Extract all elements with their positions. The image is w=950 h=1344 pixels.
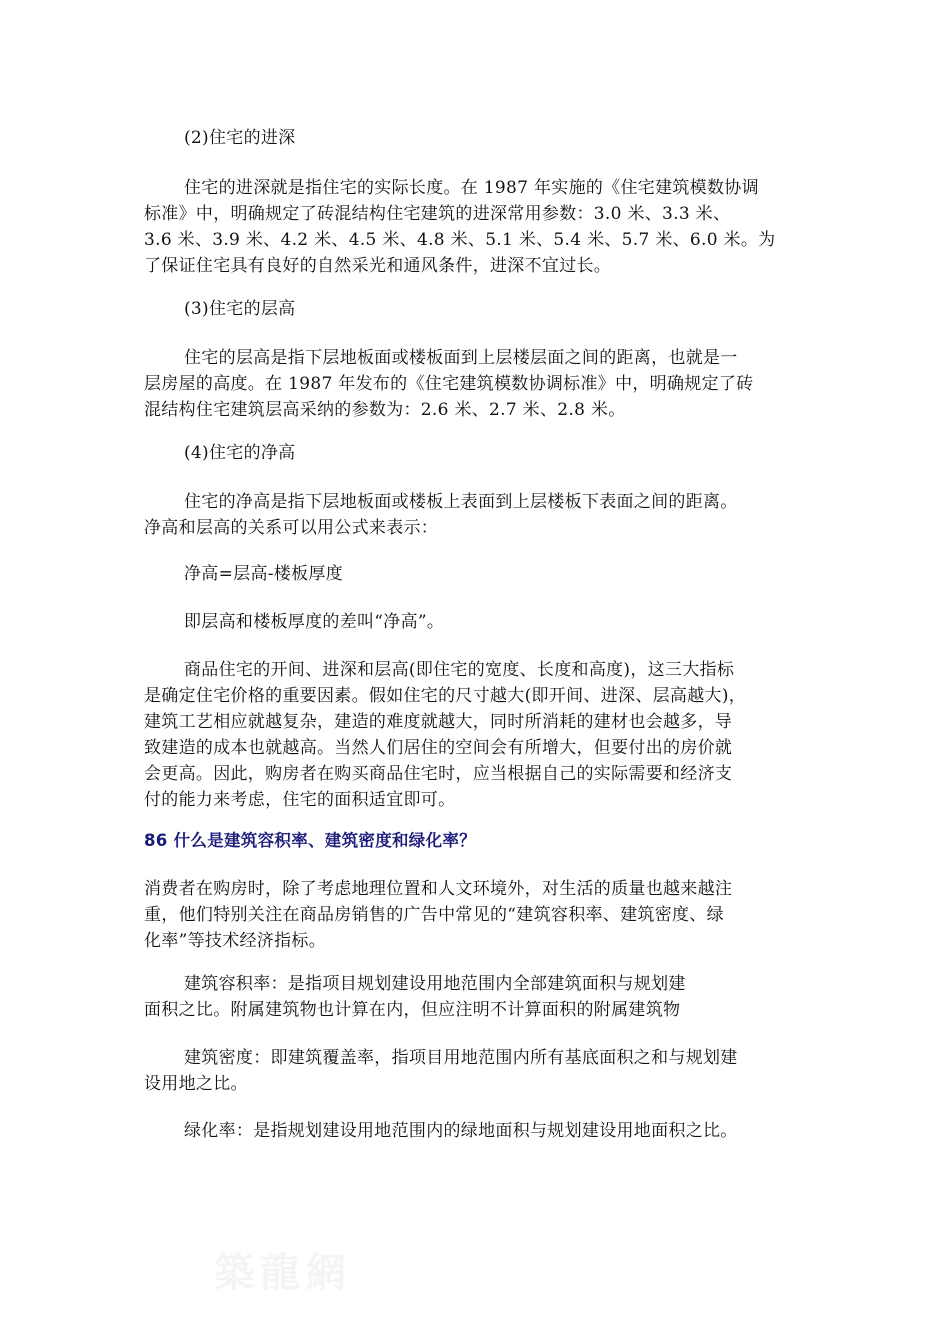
far-paragraph-line: 建筑容积率：是指项目规划建设用地范围内全部建筑面积与规划建 bbox=[184, 974, 686, 994]
summary-paragraph-line: 付的能力来考虑，住宅的面积适宜即可。 bbox=[144, 790, 456, 810]
formula: 净高=层高-楼板厚度 bbox=[184, 564, 343, 584]
difference-note: 即层高和楼板厚度的差叫“净高”。 bbox=[184, 612, 445, 632]
summary-paragraph-line: 商品住宅的开间、进深和层高(即住宅的宽度、长度和高度)，这三大指标 bbox=[184, 660, 735, 680]
depth-paragraph-line: 住宅的进深就是指住宅的实际长度。在 1987 年实施的《住宅建筑模数协调 bbox=[184, 178, 759, 198]
summary-paragraph-line: 会更高。因此，购房者在购买商品住宅时，应当根据自己的实际需要和经济支 bbox=[144, 764, 733, 784]
intro-paragraph-line: 消费者在购房时，除了考虑地理位置和人文环境外，对生活的质量也越来越注 bbox=[144, 879, 733, 899]
clear-height-heading: (4)住宅的净高 bbox=[184, 443, 296, 463]
far-paragraph-line: 面积之比。附属建筑物也计算在内，但应注明不计算面积的附属建筑物 bbox=[144, 1000, 681, 1020]
clear-paragraph-line: 住宅的净高是指下层地板面或楼板上表面到上层楼板下表面之间的距离。 bbox=[184, 492, 738, 512]
height-paragraph-line: 混结构住宅建筑层高采纳的参数为：2.6 米、2.7 米、2.8 米。 bbox=[144, 400, 626, 420]
depth-paragraph-line: 3.6 米、3.9 米、4.2 米、4.5 米、4.8 米、5.1 米、5.4 米、5.7 米、6.0 米。为 bbox=[144, 230, 776, 250]
question-heading: 86 什么是建筑容积率、建筑密度和绿化率？ bbox=[144, 831, 477, 850]
height-heading: (3)住宅的层高 bbox=[184, 299, 296, 319]
intro-paragraph-line: 化率”等技术经济指标。 bbox=[144, 931, 326, 951]
summary-paragraph-line: 是确定住宅价格的重要因素。假如住宅的尺寸越大(即开间、进深、层高越大)， bbox=[144, 686, 747, 706]
intro-paragraph-line: 重，他们特别关注在商品房销售的广告中常见的“建筑容积率、建筑密度、绿 bbox=[144, 905, 724, 925]
watermark-logo: 築龍網 bbox=[214, 1249, 352, 1296]
depth-paragraph-line: 标准》中，明确规定了砖混结构住宅建筑的进深常用参数：3.0 米、3.3 米、 bbox=[144, 204, 731, 224]
density-paragraph-line: 设用地之比。 bbox=[144, 1074, 248, 1094]
summary-paragraph-line: 建筑工艺相应就越复杂，建造的难度就越大，同时所消耗的建材也会越多，导 bbox=[144, 712, 733, 732]
depth-heading: (2)住宅的进深 bbox=[184, 128, 296, 148]
green-paragraph: 绿化率：是指规划建设用地范围内的绿地面积与规划建设用地面积之比。 bbox=[184, 1121, 738, 1141]
depth-paragraph-line: 了保证住宅具有良好的自然采光和通风条件，进深不宜过长。 bbox=[144, 256, 612, 276]
density-paragraph-line: 建筑密度：即建筑覆盖率，指项目用地范围内所有基底面积之和与规划建 bbox=[184, 1048, 738, 1068]
height-paragraph-line: 住宅的层高是指下层地板面或楼板面到上层楼层面之间的距离，也就是一 bbox=[184, 348, 738, 368]
clear-paragraph-line: 净高和层高的关系可以用公式来表示： bbox=[144, 518, 439, 538]
height-paragraph-line: 层房屋的高度。在 1987 年发布的《住宅建筑模数协调标准》中，明确规定了砖 bbox=[144, 374, 754, 394]
summary-paragraph-line: 致建造的成本也就越高。当然人们居住的空间会有所增大，但要付出的房价就 bbox=[144, 738, 733, 758]
